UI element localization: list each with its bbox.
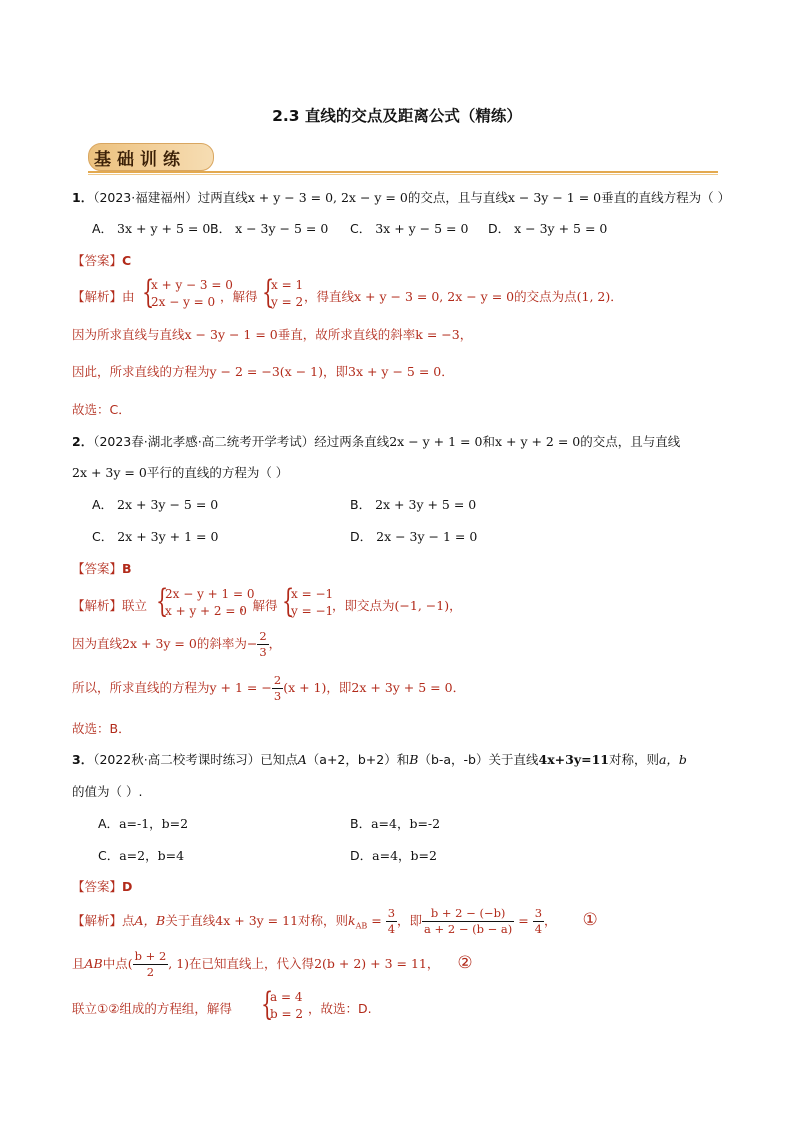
equation: x − 3y − 1 = 0 bbox=[507, 190, 602, 205]
option-key: D． bbox=[350, 848, 373, 863]
q1-option-d[interactable] bbox=[488, 219, 607, 237]
equation: y − 2 = −3(x − 1) bbox=[209, 364, 323, 379]
stem-text: 和 bbox=[482, 434, 495, 449]
q2-option-b[interactable] bbox=[350, 495, 476, 513]
analysis-text: 中点 bbox=[102, 956, 128, 971]
answer-value: D bbox=[122, 879, 133, 894]
denominator: 3 bbox=[259, 645, 267, 659]
fraction bbox=[386, 906, 397, 937]
analysis-text: 关于直线 bbox=[165, 913, 216, 928]
stem-text: 垂直的直线方程为（ ） bbox=[601, 190, 731, 205]
q2-option-d[interactable] bbox=[350, 527, 477, 545]
q3-answer bbox=[72, 877, 132, 895]
section-divider bbox=[88, 171, 718, 173]
q2-analysis-line-2 bbox=[72, 628, 281, 660]
q1-option-c[interactable] bbox=[350, 219, 468, 237]
analysis-text: ，即 bbox=[326, 680, 352, 695]
option-key: C． bbox=[98, 848, 120, 863]
q3-analysis-line-3a: 联立①②组成的方程组，解得 bbox=[72, 1001, 232, 1016]
fraction bbox=[272, 673, 283, 704]
option-value: a=4，b=-2 bbox=[371, 816, 441, 831]
analysis-text: 联立 bbox=[122, 598, 148, 613]
section-banner bbox=[88, 143, 218, 172]
variables: A，B bbox=[134, 913, 166, 928]
point-coords: （b-a，-b） bbox=[418, 752, 489, 767]
q2-option-c[interactable] bbox=[92, 527, 218, 545]
stem-text: 对称，则 bbox=[608, 752, 659, 767]
option-key: A． bbox=[92, 221, 114, 236]
q3-option-a[interactable] bbox=[98, 814, 188, 832]
stem-text: 关于直线 bbox=[488, 752, 539, 767]
analysis-text: 的交点为点 bbox=[514, 289, 577, 304]
slope-subscript: AB bbox=[355, 921, 368, 931]
option-key: B． bbox=[210, 221, 232, 236]
option-value: x − 3y − 5 = 0 bbox=[235, 221, 329, 236]
analysis-text: 对称，则 bbox=[298, 913, 349, 928]
analysis-text: 的斜率为 bbox=[196, 636, 247, 651]
q1-option-a[interactable] bbox=[92, 219, 210, 237]
system-row: a = 4 bbox=[270, 990, 303, 1004]
analysis-tag: 【解析】 bbox=[72, 598, 123, 613]
stem-text: 平行的直线的方程为（ ） bbox=[146, 465, 289, 480]
analysis-text: ． bbox=[452, 680, 466, 695]
analysis-text: ， bbox=[449, 598, 462, 613]
option-value: 2x + 3y − 5 = 0 bbox=[117, 497, 219, 512]
option-value: x − 3y + 5 = 0 bbox=[514, 221, 608, 236]
equation: 4x + 3y = 11 bbox=[215, 913, 299, 928]
analysis-text: 因此，所求直线的方程为 bbox=[72, 364, 210, 379]
stem-text: 的交点，且与直线 bbox=[580, 434, 681, 449]
q3-option-b[interactable] bbox=[350, 814, 440, 832]
q1-analysis-line-2 bbox=[72, 325, 472, 343]
equals-sign: = bbox=[514, 913, 533, 928]
page-title: 2.3 直线的交点及距离公式（精练） bbox=[272, 107, 522, 125]
analysis-text: ， bbox=[544, 913, 557, 928]
analysis-text: 且 bbox=[72, 956, 85, 971]
denominator: 4 bbox=[387, 922, 396, 936]
numerator: b + 2 − (−b) bbox=[422, 906, 514, 922]
stem-text: （2022秋·高二校考课时练习）已知点 bbox=[93, 752, 298, 767]
q2-option-a[interactable] bbox=[92, 495, 218, 513]
variables: a，b bbox=[658, 752, 687, 767]
analysis-text: 点 bbox=[122, 913, 135, 928]
option-value: a=4，b=2 bbox=[372, 848, 437, 863]
denominator: 4 bbox=[534, 922, 543, 936]
denominator: 3 bbox=[273, 689, 282, 703]
stem-text: 和 bbox=[396, 752, 410, 767]
equation: 2x − y + 1 = 0 bbox=[389, 434, 483, 449]
numerator: 3 bbox=[534, 906, 543, 920]
segment-label: AB bbox=[84, 956, 103, 971]
analysis-text: ，得直线 bbox=[304, 289, 355, 304]
answer-tag: 【答案】 bbox=[72, 561, 123, 576]
equation: 2x + 3y = 0 bbox=[122, 636, 197, 651]
system-row: y = 2 bbox=[271, 295, 304, 309]
option-value: 2x + 3y + 1 = 0 bbox=[117, 529, 219, 544]
question-1-stem bbox=[72, 188, 730, 206]
circled-two-marker: ② bbox=[457, 953, 473, 973]
question-3-stem bbox=[72, 750, 687, 768]
q1-analysis-line-1 bbox=[72, 287, 135, 305]
analysis-text: ，即 bbox=[397, 913, 423, 928]
q1-option-b[interactable] bbox=[210, 219, 328, 237]
question-number: 3． bbox=[72, 752, 94, 767]
analysis-tag: 【解析】 bbox=[72, 913, 123, 928]
question-3-stem-line2: 的值为（ ）. bbox=[72, 784, 143, 799]
equation: x + y − 3 = 0, 2x − y = 0 bbox=[354, 289, 515, 304]
point-label: B bbox=[409, 752, 419, 767]
q3-analysis-line-2 bbox=[72, 946, 473, 981]
stem-text: （2023春·湖北孝感·高二统考开学考试）经过两条直线 bbox=[93, 434, 390, 449]
numerator: 2 bbox=[259, 629, 267, 643]
q2-analysis-line-3 bbox=[72, 672, 465, 704]
analysis-text: 所以，所求直线的方程为 bbox=[72, 680, 210, 695]
option-key: B． bbox=[350, 816, 372, 831]
analysis-text: 在已知直线上，代入得 bbox=[189, 956, 315, 971]
equation: x + y − 3 = 0, 2x − y = 0 bbox=[247, 190, 408, 205]
point: (−1, −1) bbox=[394, 598, 450, 613]
question-number: 1． bbox=[72, 190, 94, 205]
analysis-text: ，即 bbox=[322, 364, 348, 379]
q3-analysis-line-1 bbox=[72, 903, 598, 944]
q3-option-d[interactable] bbox=[350, 846, 437, 864]
q2-analysis-text: ，解得 bbox=[240, 598, 278, 613]
stem-text: （2023·福建福州）过两直线 bbox=[93, 190, 248, 205]
banner-label: 基础训练 bbox=[94, 150, 186, 170]
option-value: 3x + y + 5 = 0 bbox=[117, 221, 211, 236]
option-key: B． bbox=[350, 497, 372, 512]
option-key: C． bbox=[92, 529, 114, 544]
fraction bbox=[257, 629, 268, 660]
option-key: A． bbox=[92, 497, 114, 512]
point-coords: （a+2，b+2） bbox=[306, 752, 397, 767]
q2-analysis-line-1b bbox=[332, 596, 462, 614]
answer-value: B bbox=[122, 561, 132, 576]
paren: ( bbox=[127, 956, 133, 971]
option-value: 3x + y − 5 = 0 bbox=[375, 221, 469, 236]
q2-answer bbox=[72, 559, 132, 577]
analysis-text: 因为所求直线与直线 bbox=[72, 327, 185, 342]
system-row: 2x − y + 1 = 0 bbox=[165, 587, 255, 601]
analysis-text: ． bbox=[441, 364, 454, 379]
equation: 2x + 3y = 0 bbox=[72, 465, 147, 480]
option-value: 2x + 3y + 5 = 0 bbox=[375, 497, 477, 512]
analysis-text: 因为直线 bbox=[72, 636, 123, 651]
q1-analysis-text: ，解得 bbox=[220, 289, 258, 304]
analysis-text: ，即交点为 bbox=[332, 598, 395, 613]
circled-one-marker: ① bbox=[582, 910, 598, 930]
q1-conclusion: 故选：C． bbox=[72, 402, 131, 417]
q1-answer bbox=[72, 251, 131, 269]
minus-sign: − bbox=[246, 636, 258, 651]
answer-value: C bbox=[122, 253, 132, 268]
analysis-text: ， bbox=[268, 636, 282, 651]
numerator: 3 bbox=[387, 906, 396, 920]
question-2-stem bbox=[72, 432, 680, 450]
equation: 2x + 3y + 5 = 0 bbox=[351, 680, 453, 695]
point-label: A bbox=[297, 752, 307, 767]
slope-k: k bbox=[348, 913, 356, 928]
numerator: 2 bbox=[273, 673, 282, 687]
equation: x − 3y − 1 = 0 bbox=[184, 327, 278, 342]
section-divider-thin bbox=[88, 174, 718, 175]
equation: x + y + 2 = 0 bbox=[494, 434, 581, 449]
option-key: C． bbox=[350, 221, 372, 236]
answer-tag: 【答案】 bbox=[72, 253, 123, 268]
point: (1, 2) bbox=[576, 289, 611, 304]
analysis-text: ， bbox=[426, 956, 440, 971]
system-row: 2x − y = 0 bbox=[151, 295, 216, 309]
question-number: 2． bbox=[72, 434, 94, 449]
fraction bbox=[133, 949, 169, 980]
equation: 3x + y − 5 = 0 bbox=[348, 364, 442, 379]
analysis-text: 垂直，故所求直线的斜率 bbox=[277, 327, 416, 342]
question-2-stem-line2 bbox=[72, 463, 288, 481]
paren: , 1) bbox=[168, 956, 190, 971]
system-row: x = −1 bbox=[291, 587, 334, 601]
denominator: a + 2 − (b − a) bbox=[424, 922, 513, 936]
analysis-tag: 【解析】 bbox=[72, 289, 123, 304]
equation: 2(b + 2) + 3 = 11 bbox=[314, 956, 427, 971]
system-row: x + y + 2 = 0 bbox=[165, 604, 247, 618]
answer-tag: 【答案】 bbox=[72, 879, 123, 894]
q2-conclusion: 故选：B． bbox=[72, 721, 131, 736]
equals-sign: = bbox=[367, 913, 386, 928]
system-row: b = 2 bbox=[270, 1007, 303, 1021]
q2-analysis-line-1 bbox=[72, 596, 147, 614]
option-value: 2x − 3y − 1 = 0 bbox=[376, 529, 478, 544]
numerator: b + 2 bbox=[134, 949, 167, 963]
option-value: a=2，b=4 bbox=[119, 848, 185, 863]
option-key: A． bbox=[98, 816, 120, 831]
system-row: x = 1 bbox=[271, 278, 304, 292]
system-row: y = −1 bbox=[291, 604, 334, 618]
slope-symbol bbox=[348, 913, 368, 931]
equation: 4x+3y=11 bbox=[538, 752, 609, 767]
analysis-text: 由 bbox=[122, 289, 135, 304]
equation: k = −3 bbox=[415, 327, 460, 342]
option-key: D． bbox=[488, 221, 511, 236]
analysis-text: ， bbox=[459, 327, 473, 342]
fraction bbox=[422, 906, 514, 937]
stem-text: 的交点，且与直线 bbox=[407, 190, 508, 205]
analysis-text: ． bbox=[610, 289, 623, 304]
system-row: x + y − 3 = 0 bbox=[151, 278, 233, 292]
q1-analysis-line-3 bbox=[72, 362, 454, 380]
equation: (x + 1) bbox=[283, 680, 327, 695]
option-value: a=-1，b=2 bbox=[119, 816, 189, 831]
q1-analysis-line-1b bbox=[304, 287, 623, 305]
q3-option-c[interactable] bbox=[98, 846, 184, 864]
equation: y + 1 = − bbox=[209, 680, 272, 695]
q3-conclusion: ，故选：D. bbox=[308, 1001, 372, 1016]
denominator: 2 bbox=[146, 965, 155, 979]
option-key: D． bbox=[350, 529, 373, 544]
fraction bbox=[533, 906, 544, 937]
